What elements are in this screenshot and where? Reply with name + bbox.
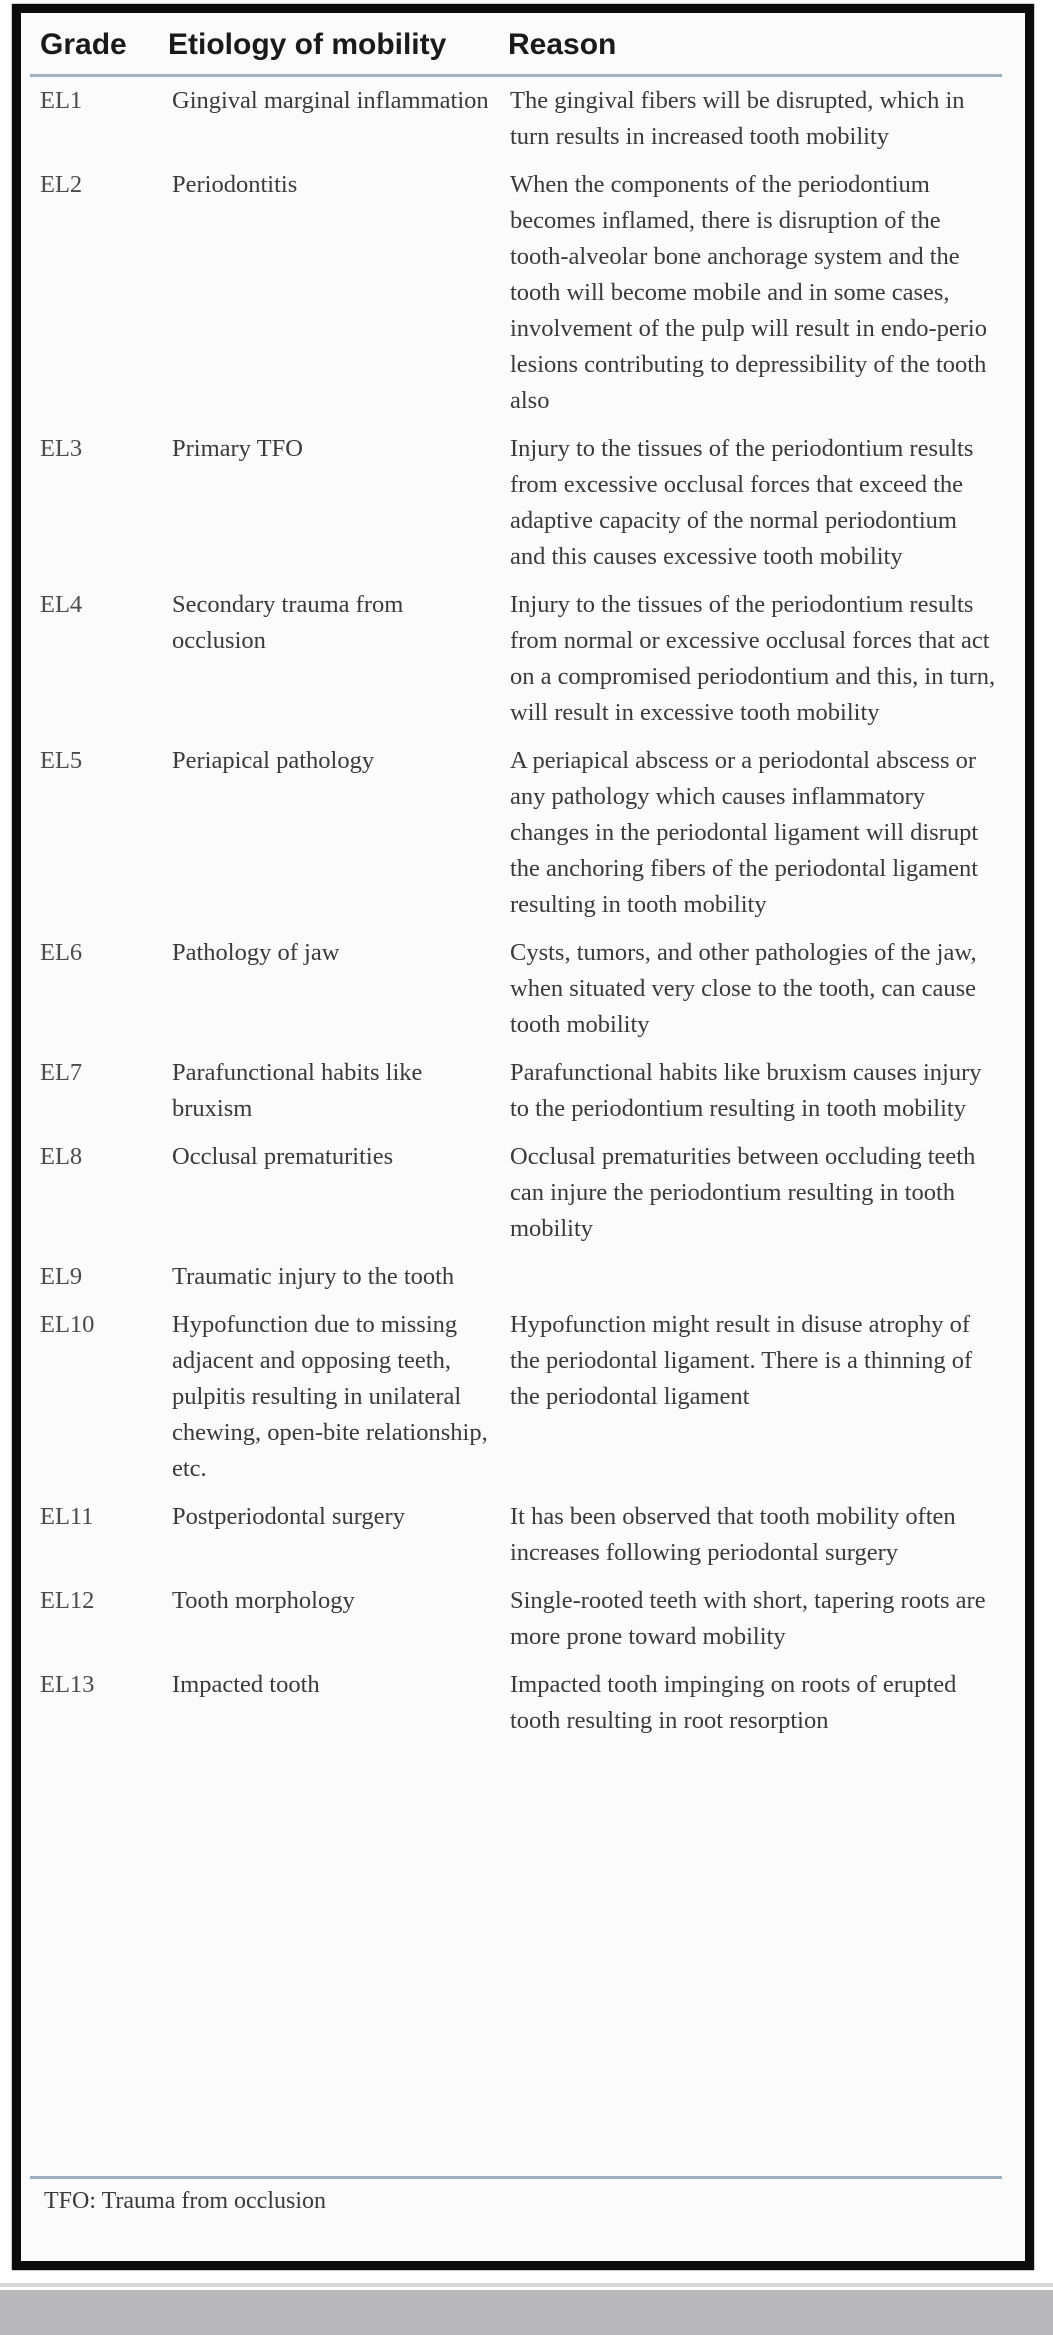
etiology-cell: Occlusal prematurities: [172, 1143, 394, 1170]
table-row: [30, 929, 1002, 1049]
etiology-cell: Periodontitis: [172, 171, 298, 198]
etiology-cell: Tooth morphology: [172, 1587, 355, 1614]
grade-cell: EL5: [40, 747, 83, 774]
reason-cell: Hypofunction might result in disuse atrophy of the periodontal ligament. There is a thinning of the periodontal ligament: [510, 1311, 973, 1410]
page-divider: [0, 2283, 1053, 2287]
table-row: [30, 581, 1002, 737]
table-row: [30, 1577, 1002, 1661]
etiology-cell: Primary TFO: [172, 435, 303, 462]
table-header-row: [30, 22, 1002, 76]
etiology-cell: Secondary trauma from occlusion: [172, 591, 404, 654]
reason-cell: Injury to the tissues of the periodontium results from normal or excessive occlusal forces that act on a compromised periodontium and this, in turn, will result in excessive tooth mobility: [510, 591, 996, 726]
reason-cell: Single-rooted teeth with short, tapering roots are more prone toward mobility: [510, 1587, 986, 1650]
reason-cell: Occlusal prematurities between occluding teeth can injure the periodontium resulting in tooth mobility: [510, 1143, 976, 1242]
grade-cell: EL4: [40, 591, 83, 618]
grade-cell: EL6: [40, 939, 83, 966]
grade-cell: EL7: [40, 1059, 83, 1086]
table-row: [30, 1493, 1002, 1577]
grade-cell: EL13: [40, 1671, 95, 1698]
grade-cell: EL3: [40, 435, 83, 462]
grade-cell: EL10: [40, 1311, 95, 1338]
grade-cell: EL9: [40, 1263, 83, 1290]
grade-cell: EL1: [40, 87, 83, 114]
etiology-cell: Postperiodontal surgery: [172, 1503, 405, 1530]
etiology-cell: Gingival marginal inflammation: [172, 87, 489, 114]
table-footnote: TFO: Trauma from occlusion: [44, 2188, 326, 2214]
reason-cell: Injury to the tissues of the periodontium results from excessive occlusal forces that exceed the adaptive capacity of the normal periodontium and this causes excessive tooth mobility: [510, 435, 974, 570]
table-row: [30, 425, 1002, 581]
etiology-cell: Impacted tooth: [172, 1671, 320, 1698]
reason-cell: Cysts, tumors, and other pathologies of the jaw, when situated very close to the tooth, can cause tooth mobility: [510, 939, 977, 1038]
etiology-cell: Hypofunction due to missing adjacent and opposing teeth, pulpitis resulting in unilateral chewing, open-bite relationship, etc.: [172, 1311, 488, 1482]
grade-cell: EL11: [40, 1503, 94, 1530]
reason-cell: Parafunctional habits like bruxism causes injury to the periodontium resulting in tooth mobility: [510, 1059, 982, 1122]
etiology-cell: Pathology of jaw: [172, 939, 340, 966]
table-row: [30, 1133, 1002, 1253]
etiology-table: [30, 22, 1002, 1745]
table-row: [30, 161, 1002, 425]
reason-cell: The gingival fibers will be disrupted, which in turn results in increased tooth mobility: [510, 87, 965, 150]
reason-cell: [498, 1253, 1002, 1301]
grade-cell: EL12: [40, 1587, 95, 1614]
reason-cell: It has been observed that tooth mobility often increases following periodontal surgery: [510, 1503, 956, 1566]
header-grade: Grade: [30, 22, 158, 76]
table-row: [30, 1253, 1002, 1301]
reason-cell: A periapical abscess or a periodontal abscess or any pathology which causes inflammatory changes in the periodontal ligament will disrupt the anchoring fibers of the periodontal ligament resulting in tooth mobility: [510, 747, 979, 918]
etiology-cell: Traumatic injury to the tooth: [172, 1263, 455, 1290]
table-row: [30, 1049, 1002, 1133]
table-footer-rule: [30, 2176, 1002, 2179]
grade-cell: EL2: [40, 171, 83, 198]
page-bottom-strip: [0, 2290, 1053, 2335]
table-row: [30, 1661, 1002, 1745]
header-reason: Reason: [498, 22, 1002, 76]
etiology-cell: Periapical pathology: [172, 747, 375, 774]
reason-cell: When the components of the periodontium becomes inflamed, there is disruption of the tooth-alveolar bone anchorage system and the tooth will become mobile and in some cases, involvement of the pulp will result in endo-perio lesions contributing to depressibility of the tooth also: [510, 171, 987, 414]
table-row: [30, 76, 1002, 162]
table-row: [30, 1301, 1002, 1493]
etiology-cell: Parafunctional habits like bruxism: [172, 1059, 423, 1122]
header-etiology: Etiology of mobility: [158, 22, 498, 76]
table-row: [30, 737, 1002, 929]
grade-cell: EL8: [40, 1143, 83, 1170]
reason-cell: Impacted tooth impinging on roots of erupted tooth resulting in root resorption: [510, 1671, 957, 1734]
